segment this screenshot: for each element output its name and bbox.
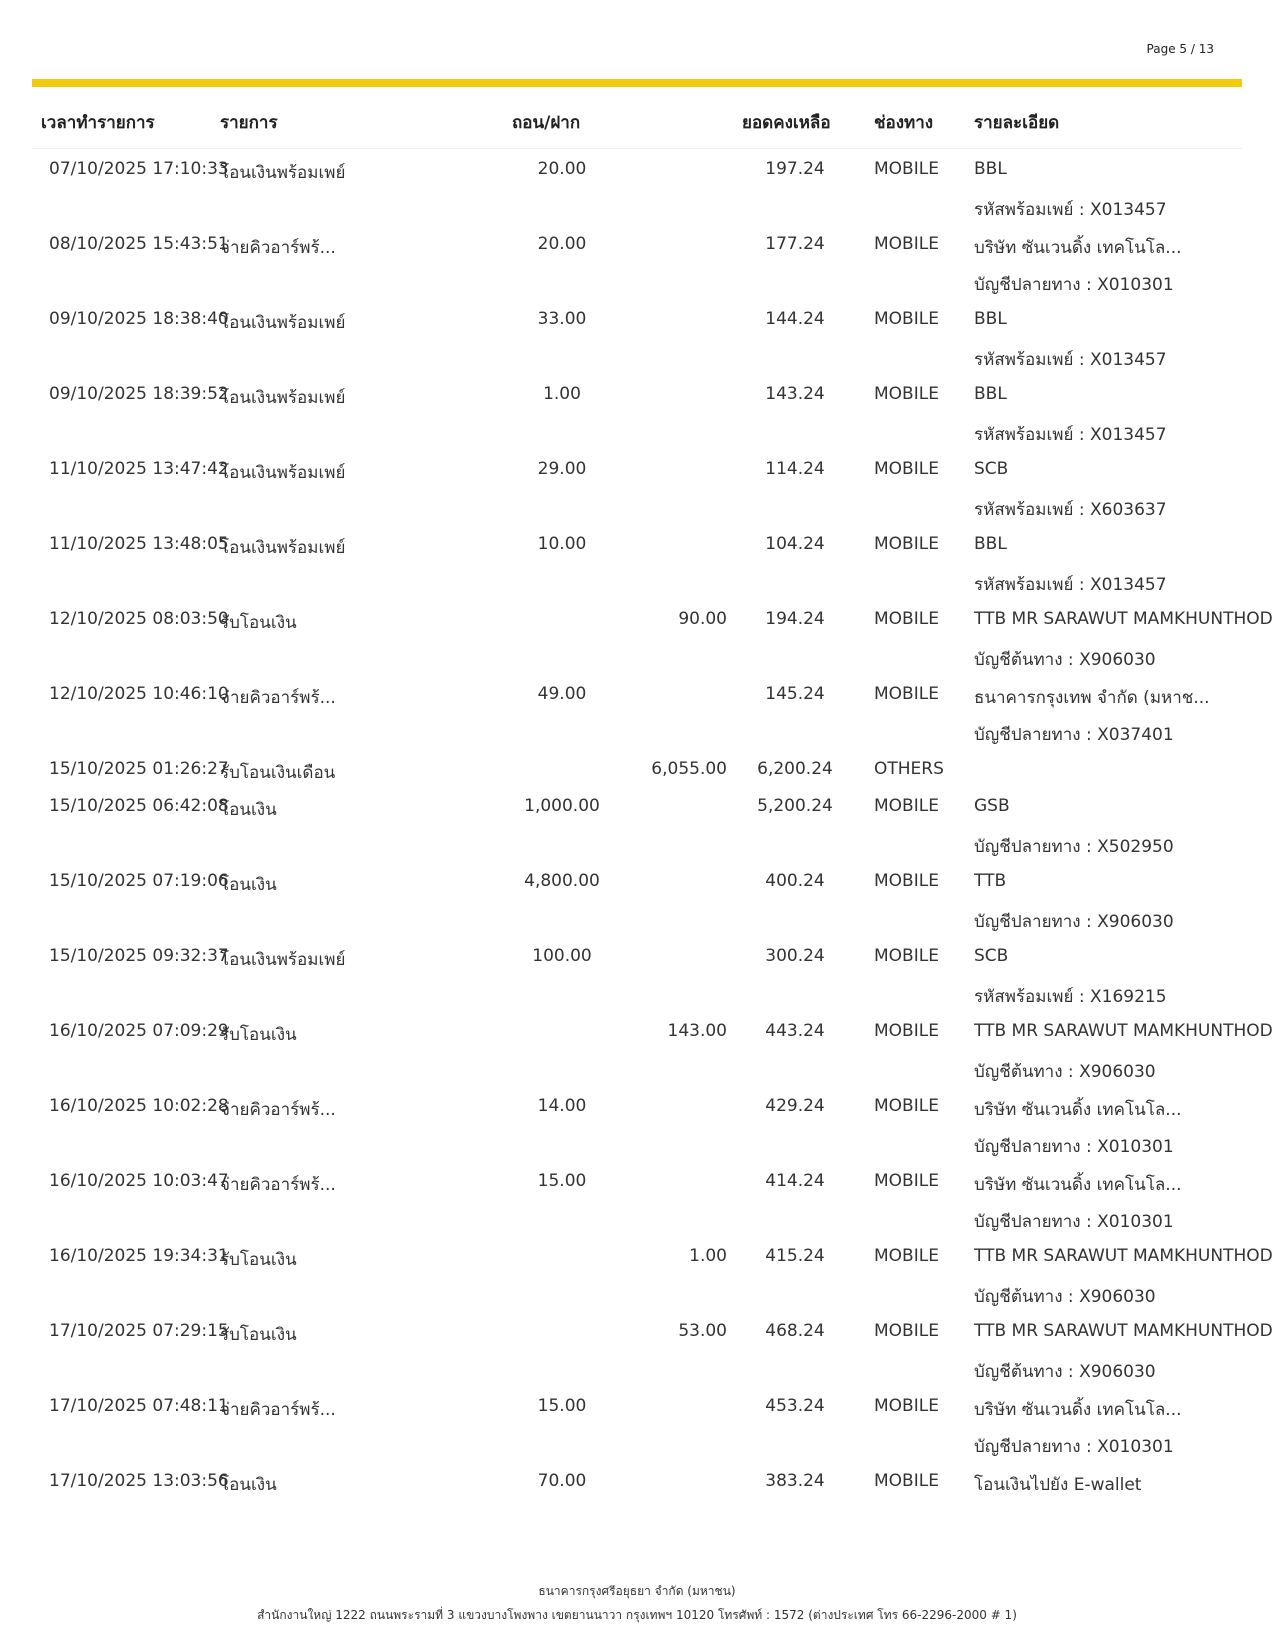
cell-balance: 300.24 [765,946,825,966]
cell-detail: บริษัท ซันเวนดิ้ง เทคโนโล... [974,1175,1182,1195]
cell-detail-secondary: รหัสพร้อมเพย์ : X013457 [974,425,1167,445]
cell-balance: 197.24 [765,159,825,179]
cell-withdraw: 49.00 [537,684,587,704]
cell-item: โอนเงินพร้อมเพย์ [220,163,346,183]
transaction-table [32,151,1273,1500]
cell-withdraw: 70.00 [537,1471,587,1491]
cell-withdraw: 14.00 [537,1096,587,1116]
cell-detail: BBL [974,534,1007,554]
cell-time: 09/10/2025 18:38:40 [49,309,229,329]
page-number: Page 5 / 13 [1146,42,1214,56]
cell-channel: MOBILE [874,1396,939,1416]
cell-time: 16/10/2025 19:34:31 [49,1246,229,1266]
table-row [32,151,1242,226]
cell-channel: MOBILE [874,609,939,629]
cell-detail: SCB [974,946,1009,966]
cell-detail: GSB [974,796,1010,816]
table-row [32,376,1242,451]
cell-detail: ธนาคารกรุงเทพ จำกัด (มหาช... [974,688,1210,708]
table-row [32,788,1242,863]
cell-channel: MOBILE [874,159,939,179]
cell-item: จ่ายคิวอาร์พร้... [220,1175,336,1195]
cell-item: รับโอนเงินเดือน [220,763,336,783]
cell-item: รับโอนเงิน [220,1250,297,1270]
cell-withdraw: 15.00 [537,1171,587,1191]
cell-balance: 194.24 [765,609,825,629]
cell-time: 15/10/2025 01:26:27 [49,759,229,779]
cell-withdraw: 100.00 [532,946,592,966]
cell-time: 17/10/2025 07:29:15 [49,1321,229,1341]
cell-item: จ่ายคิวอาร์พร้... [220,238,336,258]
table-row [32,751,1242,788]
cell-channel: MOBILE [874,871,939,891]
cell-time: 11/10/2025 13:48:05 [49,534,229,554]
cell-channel: OTHERS [874,759,944,779]
cell-time: 12/10/2025 10:46:10 [49,684,229,704]
cell-item: จ่ายคิวอาร์พร้... [220,1400,336,1420]
cell-balance: 177.24 [765,234,825,254]
header-divider [32,148,1242,149]
cell-withdraw: 15.00 [537,1396,587,1416]
cell-channel: MOBILE [874,1096,939,1116]
cell-detail: TTB MR SARAWUT MAMKHUNTHOD [974,609,1273,629]
cell-balance: 400.24 [765,871,825,891]
cell-channel: MOBILE [874,534,939,554]
table-row [32,938,1242,1013]
table-row [32,226,1242,301]
table-header [32,105,1242,137]
cell-withdraw: 20.00 [537,159,587,179]
cell-time: 16/10/2025 10:02:28 [49,1096,229,1116]
cell-balance: 415.24 [765,1246,825,1266]
cell-withdraw: 1,000.00 [524,796,600,816]
table-row [32,526,1242,601]
table-row [32,863,1242,938]
cell-channel: MOBILE [874,1471,939,1491]
cell-detail: โอนเงินไปยัง E-wallet [974,1475,1142,1495]
cell-item: รับโอนเงิน [220,1325,297,1345]
cell-balance: 443.24 [765,1021,825,1041]
header-detail: รายละเอียด [974,113,1060,133]
cell-detail-secondary: รหัสพร้อมเพย์ : X013457 [974,350,1167,370]
cell-detail-secondary: บัญชีปลายทาง : X502950 [974,837,1174,857]
cell-time: 09/10/2025 18:39:52 [49,384,229,404]
cell-detail: TTB MR SARAWUT MAMKHUNTHOD [974,1021,1273,1041]
cell-balance: 104.24 [765,534,825,554]
cell-time: 16/10/2025 10:03:47 [49,1171,229,1191]
header-time: เวลาทำรายการ [41,113,155,133]
cell-withdraw: 33.00 [537,309,587,329]
cell-detail-secondary: บัญชีปลายทาง : X906030 [974,912,1174,932]
cell-time: 12/10/2025 08:03:50 [49,609,229,629]
cell-balance: 5,200.24 [757,796,833,816]
cell-detail-secondary: บัญชีปลายทาง : X010301 [974,275,1174,295]
cell-detail-secondary: บัญชีปลายทาง : X010301 [974,1137,1174,1157]
cell-deposit: 6,055.00 [651,759,727,779]
cell-channel: MOBILE [874,1171,939,1191]
table-row [32,1013,1273,1088]
cell-detail: BBL [974,159,1007,179]
cell-detail: TTB MR SARAWUT MAMKHUNTHOD [974,1321,1273,1341]
table-row [32,1238,1273,1313]
cell-balance: 453.24 [765,1396,825,1416]
cell-channel: MOBILE [874,946,939,966]
header-channel: ช่องทาง [874,113,934,133]
cell-time: 07/10/2025 17:10:33 [49,159,229,179]
cell-withdraw: 29.00 [537,459,587,479]
cell-detail: บริษัท ซันเวนดิ้ง เทคโนโล... [974,1400,1182,1420]
cell-time: 15/10/2025 09:32:37 [49,946,229,966]
cell-detail-secondary: บัญชีต้นทาง : X906030 [974,1362,1156,1382]
cell-balance: 143.24 [765,384,825,404]
cell-item: จ่ายคิวอาร์พร้... [220,1100,336,1120]
table-row [32,676,1242,751]
cell-channel: MOBILE [874,796,939,816]
cell-detail: BBL [974,309,1007,329]
cell-withdraw: 20.00 [537,234,587,254]
cell-balance: 383.24 [765,1471,825,1491]
footer-address: สำนักงานใหญ่ 1222 ถนนพระรามที่ 3 แขวงบางโพงพาง เขตยานนาวา กรุงเทพฯ 10120 โทรศัพท์ : 1572 (ต่างประเทศ โทร 66-2296-2000 # 1) [257,1608,1017,1622]
table-row [32,601,1273,676]
cell-detail-secondary: รหัสพร้อมเพย์ : X169215 [974,987,1167,1007]
cell-time: 08/10/2025 15:43:51 [49,234,229,254]
table-row [32,1388,1242,1463]
cell-withdraw: 4,800.00 [524,871,600,891]
cell-detail: TTB [974,871,1007,891]
cell-time: 17/10/2025 13:03:56 [49,1471,229,1491]
cell-item: โอนเงิน [220,800,277,820]
cell-deposit: 90.00 [678,609,727,629]
cell-detail-secondary: รหัสพร้อมเพย์ : X013457 [974,200,1167,220]
cell-detail-secondary: รหัสพร้อมเพย์ : X013457 [974,575,1167,595]
cell-withdraw: 10.00 [537,534,587,554]
table-row [32,1088,1242,1163]
cell-channel: MOBILE [874,1246,939,1266]
cell-detail-secondary: บัญชีต้นทาง : X906030 [974,1062,1156,1082]
cell-channel: MOBILE [874,684,939,704]
cell-balance: 144.24 [765,309,825,329]
cell-detail-secondary: บัญชีปลายทาง : X037401 [974,725,1174,745]
cell-channel: MOBILE [874,1021,939,1041]
cell-deposit: 53.00 [678,1321,727,1341]
cell-balance: 468.24 [765,1321,825,1341]
cell-detail: TTB MR SARAWUT MAMKHUNTHOD [974,1246,1273,1266]
cell-balance: 414.24 [765,1171,825,1191]
cell-channel: MOBILE [874,309,939,329]
cell-item: โอนเงินพร้อมเพย์ [220,313,346,333]
cell-detail-secondary: บัญชีต้นทาง : X906030 [974,1287,1156,1307]
table-row [32,301,1242,376]
cell-item: โอนเงินพร้อมเพย์ [220,463,346,483]
cell-withdraw: 1.00 [543,384,581,404]
table-row [32,1463,1242,1500]
cell-time: 17/10/2025 07:48:11 [49,1396,229,1416]
header-item: รายการ [220,113,278,133]
cell-item: โอนเงิน [220,875,277,895]
cell-item: รับโอนเงิน [220,613,297,633]
cell-balance: 114.24 [765,459,825,479]
cell-item: โอนเงินพร้อมเพย์ [220,950,346,970]
cell-time: 16/10/2025 07:09:29 [49,1021,229,1041]
cell-balance: 145.24 [765,684,825,704]
cell-item: รับโอนเงิน [220,1025,297,1045]
accent-bar [32,79,1242,87]
cell-detail-secondary: รหัสพร้อมเพย์ : X603637 [974,500,1167,520]
cell-detail-secondary: บัญชีปลายทาง : X010301 [974,1212,1174,1232]
cell-balance: 429.24 [765,1096,825,1116]
table-row [32,451,1242,526]
cell-time: 11/10/2025 13:47:42 [49,459,229,479]
cell-time: 15/10/2025 06:42:08 [49,796,229,816]
footer-bank-name: ธนาคารกรุงศรีอยุธยา จำกัด (มหาชน) [538,1584,736,1598]
header-balance: ยอดคงเหลือ [742,113,831,133]
cell-channel: MOBILE [874,384,939,404]
cell-deposit: 143.00 [667,1021,727,1041]
cell-balance: 6,200.24 [757,759,833,779]
cell-detail-secondary: บัญชีต้นทาง : X906030 [974,650,1156,670]
cell-item: โอนเงินพร้อมเพย์ [220,388,346,408]
header-amount: ถอน/ฝาก [512,113,581,133]
table-row [32,1313,1273,1388]
cell-detail: บริษัท ซันเวนดิ้ง เทคโนโล... [974,1100,1182,1120]
cell-item: โอนเงินพร้อมเพย์ [220,538,346,558]
cell-detail: BBL [974,384,1007,404]
cell-item: โอนเงิน [220,1475,277,1495]
cell-channel: MOBILE [874,234,939,254]
table-row [32,1163,1242,1238]
cell-time: 15/10/2025 07:19:06 [49,871,229,891]
cell-deposit: 1.00 [689,1246,727,1266]
cell-item: จ่ายคิวอาร์พร้... [220,688,336,708]
cell-detail-secondary: บัญชีปลายทาง : X010301 [974,1437,1174,1457]
cell-channel: MOBILE [874,459,939,479]
cell-detail: บริษัท ซันเวนดิ้ง เทคโนโล... [974,238,1182,258]
cell-channel: MOBILE [874,1321,939,1341]
cell-detail: SCB [974,459,1009,479]
